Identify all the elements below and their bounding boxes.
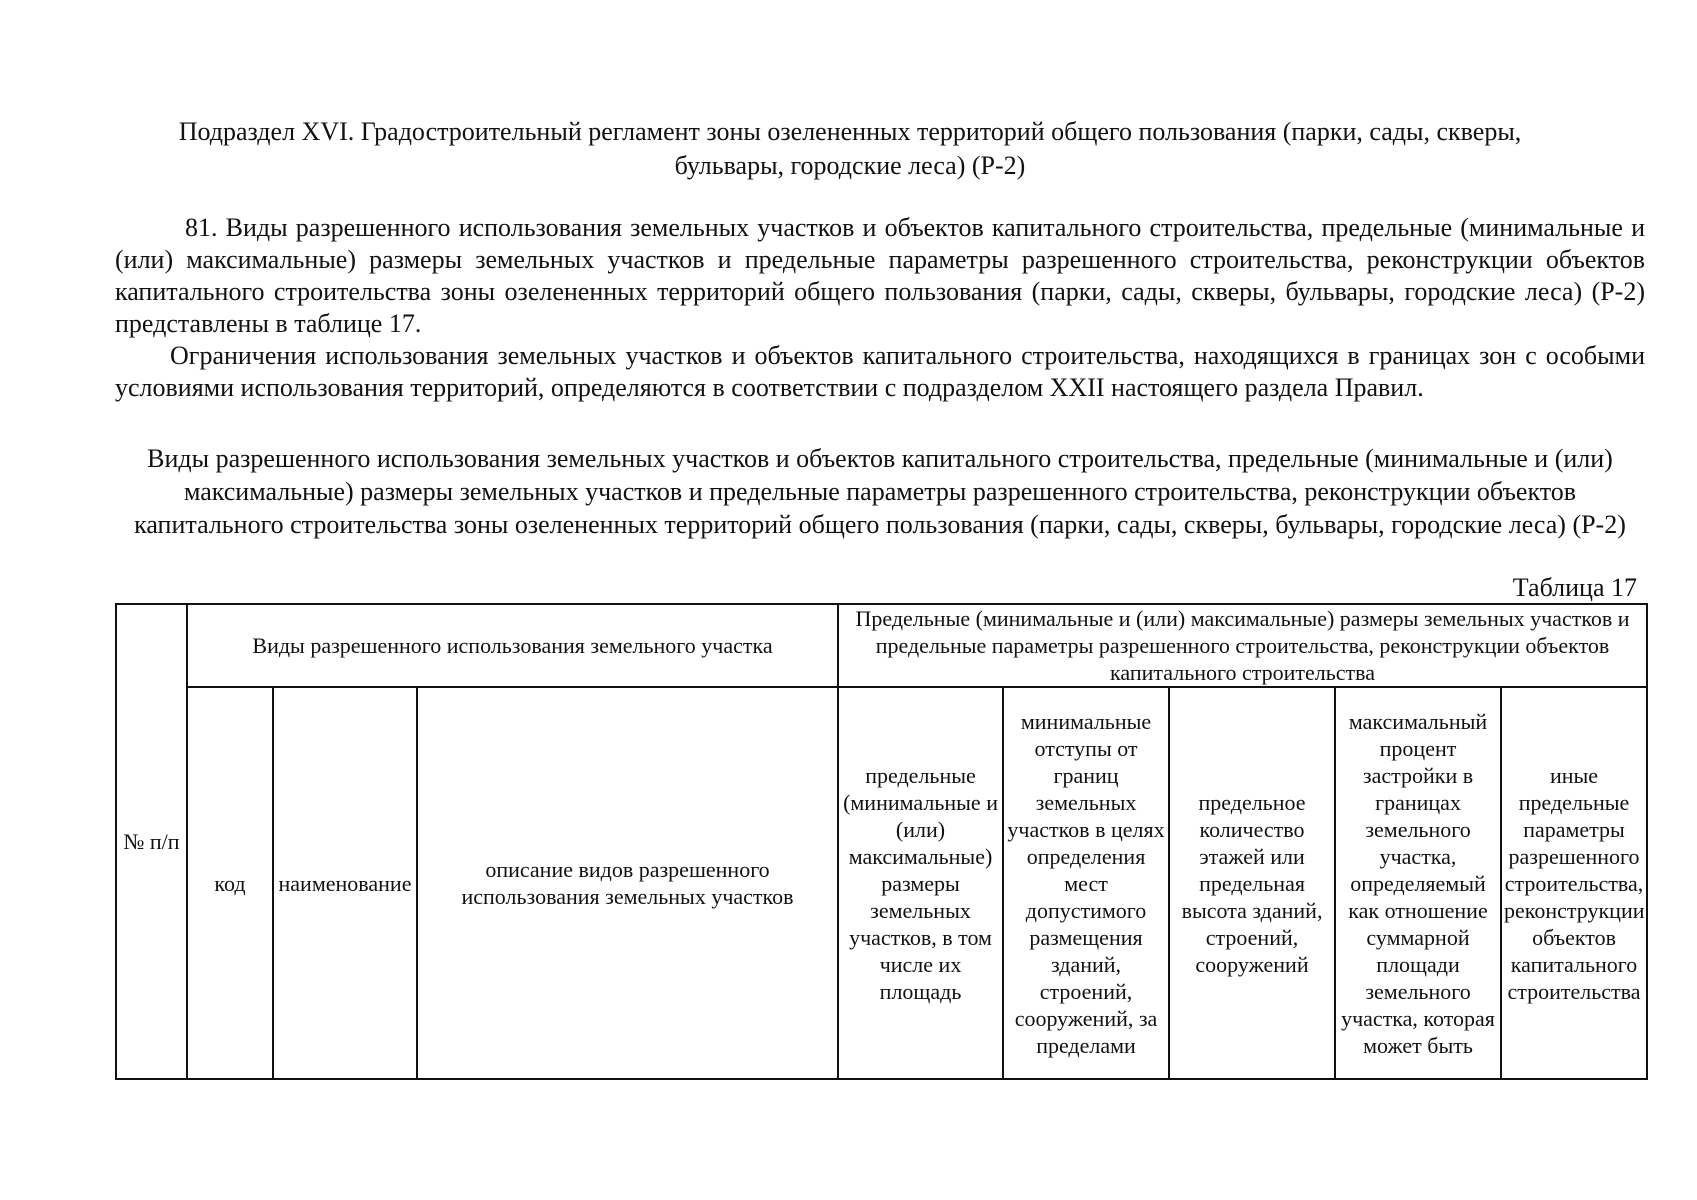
header-description: описание видов разрешенного использования земельных участков bbox=[417, 687, 838, 1079]
header-number: № п/п bbox=[116, 604, 187, 1079]
header-code: код bbox=[187, 687, 273, 1079]
paragraph-81: 81. Виды разрешенного использования земельных участков и объектов капитального строительства, предельные (минимальные и (или) максимальные) размеры земельных участков и предельные параметры разрешенного строительства, реконструкции объектов капитального строительства зоны озелененных территорий общего пользования (парки, сады, скверы, бульвары, городские леса) (Р-2) представлены в таблице 17. bbox=[115, 213, 1645, 338]
regulations-table bbox=[115, 603, 1648, 1080]
header-other: иные предельные параметры разрешенного строительства, реконструкции объектов капитального строительства bbox=[1501, 687, 1647, 1079]
header-plot-size: предельные (минимальные и (или) максимальные) размеры земельных участков, в том числе их площадь bbox=[838, 687, 1003, 1079]
header-setbacks: минимальные отступы от границ земельных участков в целях определения мест допустимого размещения зданий, строений, сооружений, за пределами bbox=[1003, 687, 1169, 1079]
header-coverage: максимальный процент застройки в границах земельного участка, определяемый как отношение суммарной площади земельного участка, которая может быть bbox=[1335, 687, 1501, 1079]
header-name: наименование bbox=[273, 687, 417, 1079]
body-text bbox=[115, 212, 1645, 404]
paragraph-restrictions: Ограничения использования земельных участков и объектов капитального строительства, находящихся в границах зон с особыми условиями использования территорий, определяются в соответствии с подразделом XXII настоящего раздела Правил. bbox=[115, 341, 1645, 402]
header-group-limits: Предельные (минимальные и (или) максимальные) размеры земельных участков и предельные параметры разрешенного строительства, реконструкции объектов капитального строительства bbox=[838, 604, 1647, 687]
header-floors: предельное количество этажей или предельная высота зданий, строений, сооружений bbox=[1169, 687, 1335, 1079]
table-caption: Виды разрешенного использования земельных участков и объектов капитального строительства, предельные (минимальные и (или) максимальные) размеры земельных участков и предельные параметры разрешенного строительства, реконструкции объектов капитального строительства зоны озелененных территорий общего пользования (парки, сады, скверы, бульвары, городские леса) (Р-2) bbox=[134, 444, 1626, 539]
subsection-title: Подраздел XVI. Градостроительный регламент зоны озелененных территорий общего пользования (парки, сады, скверы, бульвары, городские леса) (Р-2) bbox=[178, 117, 1522, 180]
table-number: Таблица 17 bbox=[1512, 573, 1637, 602]
header-group-uses: Виды разрешенного использования земельного участка bbox=[187, 604, 838, 687]
